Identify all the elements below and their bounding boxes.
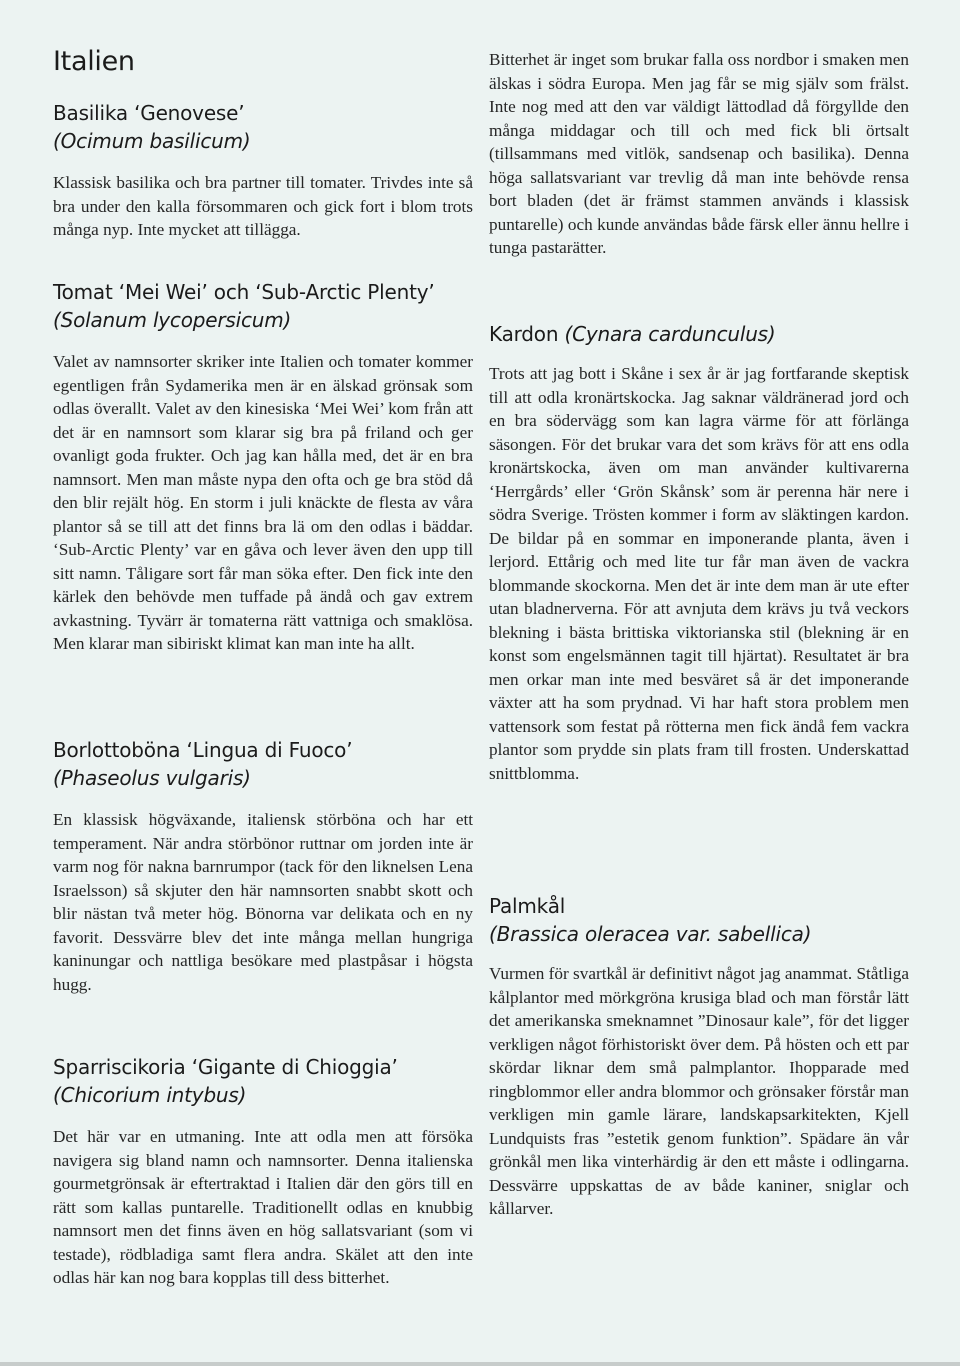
heading-latin-name: (Chicorium intybus) [53, 1083, 247, 1107]
section-body: Valet av namnsorter skriker inte Italien och tomater kommer egentligen från Sydamerika men är en älskad grönsak som odlas överallt. Valet av den kinesiska ‘Mei Wei’ kom från att det är en namnsort som klarar sig bra på friland och ger ovanligt goda frukter. Och jag kan hålla med, det är en bra namnsort. Men man måste nypa den ofta och ge bra stöd då den blir rejält hög. En storm i juli knäckte de flesta av våra plantor så se till att det finns bra lä om den odlas i bäddar. ‘Sub-Arctic Plenty’ var en gåva och lever även den upp till sitt namn. Tåligare sort får man söka efter. Den fick inte den kärlek den behövde men tuffade på ändå och gav extrem avkastning. Tyvärr är tomaterna rätt vattniga och smaklösa. Men klarar man sibiriskt klimat kan man inte ha allt. [53, 352, 473, 653]
section-borlottobona [53, 736, 473, 996]
section-heading [53, 736, 473, 792]
section-palmkal [489, 892, 909, 1221]
section-body: Vurmen för svartkål är definitivt något jag anammat. Ståtliga kålplantor med mörkgröna krusiga blad och man förstår lätt det amerikanska smeknamnet ”Dinosaur kale”, för det ligger verkligen något förhistoriskt över dem. På hösten och ett par skördar liknar dem små palmplantor. Ihopparade med ringblommor eller andra blommor och grönsaker förstår man verkligen min gamle lärare, landskapsarkitekten, Kjell Lundquists fras ”estetik genom funktion”. Spädare än vår grönkål men lika vinterhärdig är den ett måste i odlingarna. Dessvärre uppskattas de av både kaniner, sniglar och kållarver. [489, 964, 909, 1218]
section-body: Det här var en utmaning. Inte att odla men att försöka navigera sig bland namn och namnsorter. Denna italienska gourmetgrönsak är eftertraktad i Italien där den görs till en rätt som kallas puntarelle. Traditionellt odlas en knubbig namnsort men det finns även en hög sallatsvariant (som vi testade), rödbladiga samt flera andra. Skälet att den inte odlas här kan nog bara kopplas till dess bitterhet. [53, 1127, 473, 1287]
section-heading [53, 1053, 473, 1109]
section-tomat [53, 278, 473, 656]
section-body: Klassisk basilika och bra partner till tomater. Trivdes inte så bra under den kalla försommaren och gick fort i blom trots många nyp. Inte mycket att tillägga. [53, 173, 473, 239]
section-body: Bitterhet är inget som brukar falla oss nordbor i smaken men älskas i södra Europa. Men jag får se mig själv som frälst. Inte nog med att den var väldigt lättodlad då förgyllde den många middagar och till och med fick bli örtsalt (tillsammans med vitlök, sandsenap och basilika). Denna höga sallatsvariant var trevlig då man inte behövde rensa bort bladen (det är främst stammen används i klassisk puntarelle) och kunde användas både färsk eller ännu hellre i tunga pastarätter. [489, 50, 909, 257]
section-heading [489, 320, 909, 348]
heading-plant-name: Tomat ‘Mei Wei’ och ‘Sub-Arctic Plenty’ [53, 280, 435, 304]
heading-plant-name: Kardon [489, 322, 559, 346]
heading-plant-name: Sparriscikoria ‘Gigante di Chioggia’ [53, 1055, 398, 1079]
heading-latin-name: (Cynara cardunculus) [564, 322, 776, 346]
section-body: Trots att jag bott i Skåne i sex år är jag fortfarande skeptisk till att odla kronärtskocka. Jag saknar väldränerad jord och en bra södervägg som kan lagra värme för att förlänga säsongen. För det brukar vara det som krävs för att ens odla kronärtskocka, även om man använder kultivarerna ‘Herrgårds’ eller ‘Grön Skånsk’ som är perenna här nere i södra Sverige. Trösten kommer i form av släktingen kardon. De bildar på en sommar en imponerande planta, även i lerjord. Ettårig och med lite tur får man även de vackra blommande skockorna. Men det är inte dem man är ute efter utan bladnerverna. För att avnjuta dem krävs ju två veckors blekning i bästa brittiska viktorianska stil (blekning är en konst som engelsmännen tagit till hjärtat). Resultatet är bra men orkar man inte med besväret så är det imponerande växter att ha som prydnad. Vi har haft stora problem men vattensork som festat på rötterna men fick ändå fem vackra plantor som prydde sin plats fram till frosten. Underskattad snittblomma. [489, 364, 909, 783]
section-sparriscikoria-continued [489, 48, 909, 260]
section-sparriscikoria [53, 1053, 473, 1290]
section-heading [489, 892, 909, 948]
section-heading [53, 99, 473, 155]
heading-latin-name: (Phaseolus vulgaris) [53, 766, 251, 790]
heading-latin-name: (Ocimum basilicum) [53, 129, 251, 153]
heading-plant-name: Palmkål [489, 894, 566, 918]
section-body: En klassisk högväxande, italiensk störböna och har ett temperament. När andra störbönor ruttnar om jorden inte är varm nog för nakna barnrumpor (tack för den liknelsen Lena Israelsson) så skjuter den här namnsorten snabbt skott och blir nästan två meter hög. Bönorna var delikata och en ny favorit. Dessvärre blev det inte många mellan hungriga kaninungar och nattliga besökare med plastpåsar i högsta hugg. [53, 810, 473, 994]
heading-latin-name: (Brassica oleracea var. sabellica) [489, 922, 812, 946]
section-kardon [489, 320, 909, 785]
heading-plant-name: Borlottoböna ‘Lingua di Fuoco’ [53, 738, 353, 762]
page-title: Italien [53, 46, 135, 77]
heading-latin-name: (Solanum lycopersicum) [53, 308, 292, 332]
section-basilika [53, 99, 473, 242]
heading-plant-name: Basilika ‘Genovese’ [53, 101, 245, 125]
section-heading [53, 278, 473, 334]
